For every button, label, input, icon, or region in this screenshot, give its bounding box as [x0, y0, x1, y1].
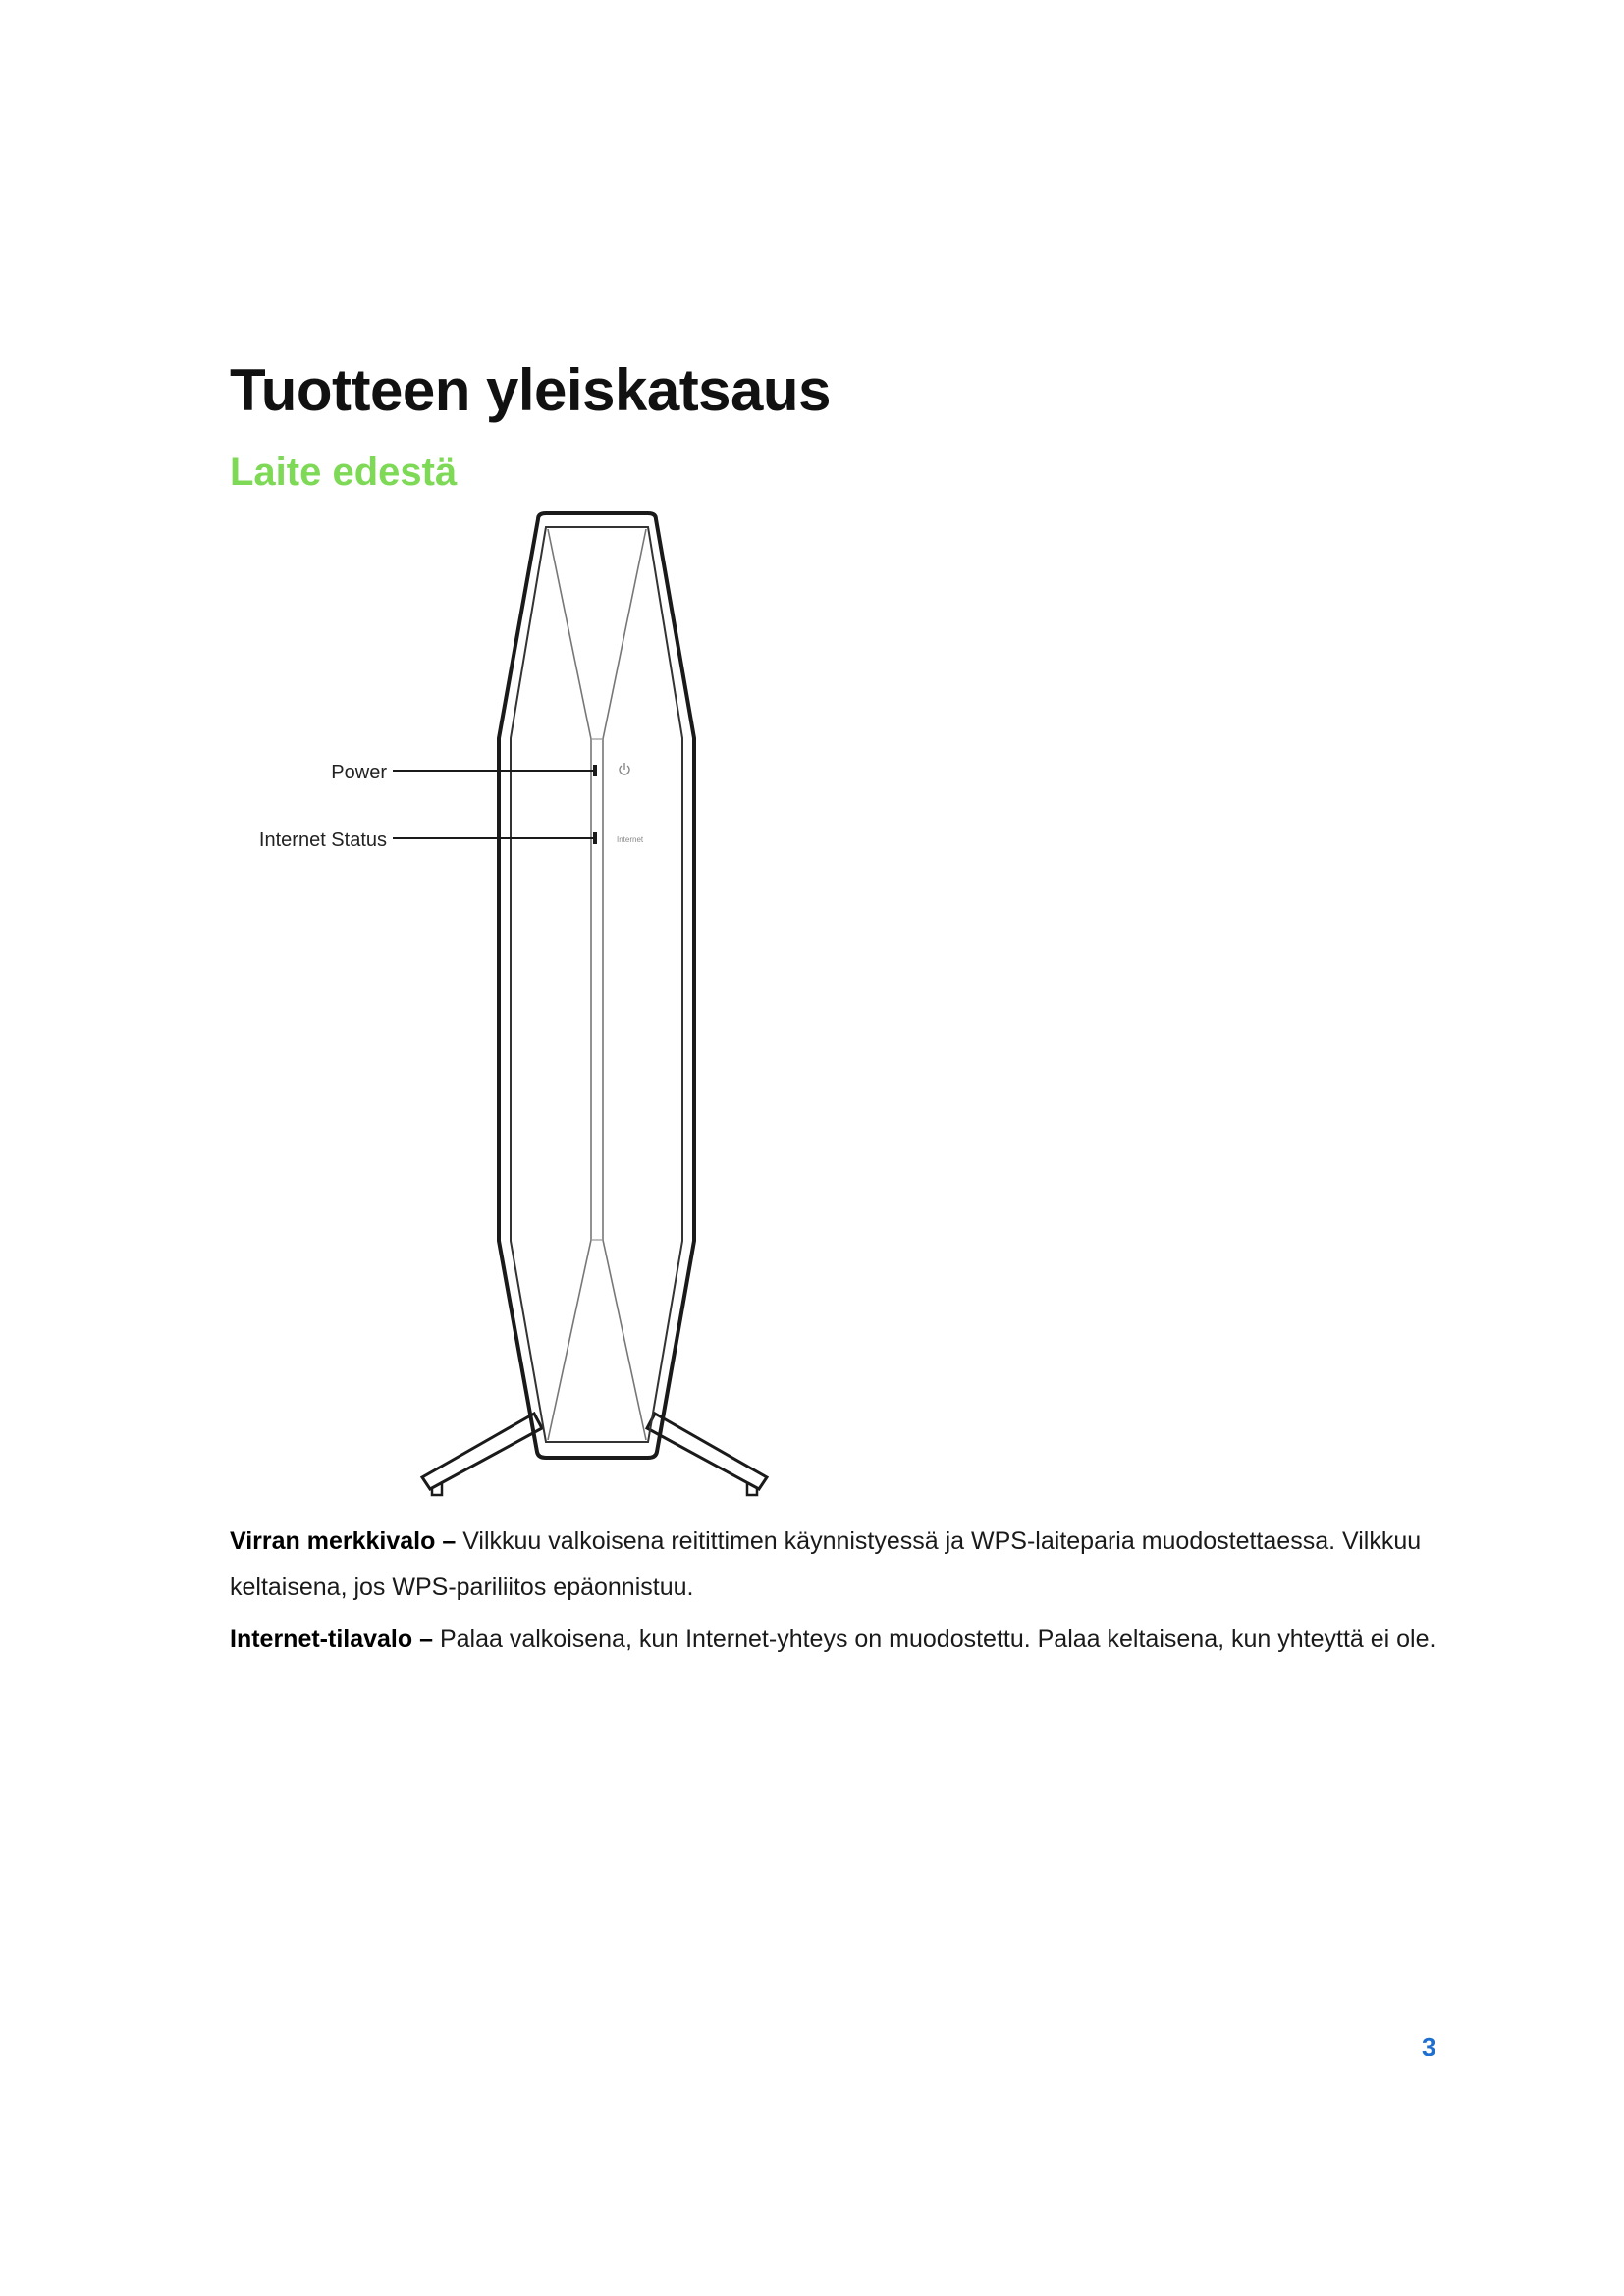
power-led-description [230, 1519, 1467, 1611]
power-led-text: Vilkkuu valkoisena reitittimen käynnistyessä ja WPS-laiteparia muodostettaessa. Vilkkuu keltaisena, jos WPS-pariliitos epäonnistuu. [230, 1527, 1422, 1601]
router-body-bevel [511, 527, 682, 1442]
router-stand-right-leg [647, 1414, 767, 1489]
power-led [593, 765, 597, 776]
internet-led-description [230, 1617, 1467, 1663]
section-title: Laite edestä [230, 451, 458, 494]
router-front-figure [226, 506, 815, 1502]
page-title: Tuotteen yleiskatsaus [230, 357, 831, 423]
power-icon [620, 763, 629, 774]
internet-led-text: Palaa valkoisena, kun Internet-yhteys on muodostettu. Palaa keltaisena, kun yhteyttä ei ole. [433, 1626, 1436, 1653]
power-led-term: Virran merkkivalo – [230, 1527, 457, 1555]
internet-status-callout-label: Internet Status [258, 829, 387, 851]
page-number: 3 [1422, 2032, 1436, 2061]
internet-led-term: Internet-tilavalo – [230, 1626, 433, 1653]
router-stand-left-leg [422, 1414, 542, 1489]
router-body-outline [499, 513, 694, 1458]
power-callout-label: Power [331, 762, 387, 783]
device-internet-label: Internet [617, 835, 644, 844]
internet-led [593, 832, 597, 844]
